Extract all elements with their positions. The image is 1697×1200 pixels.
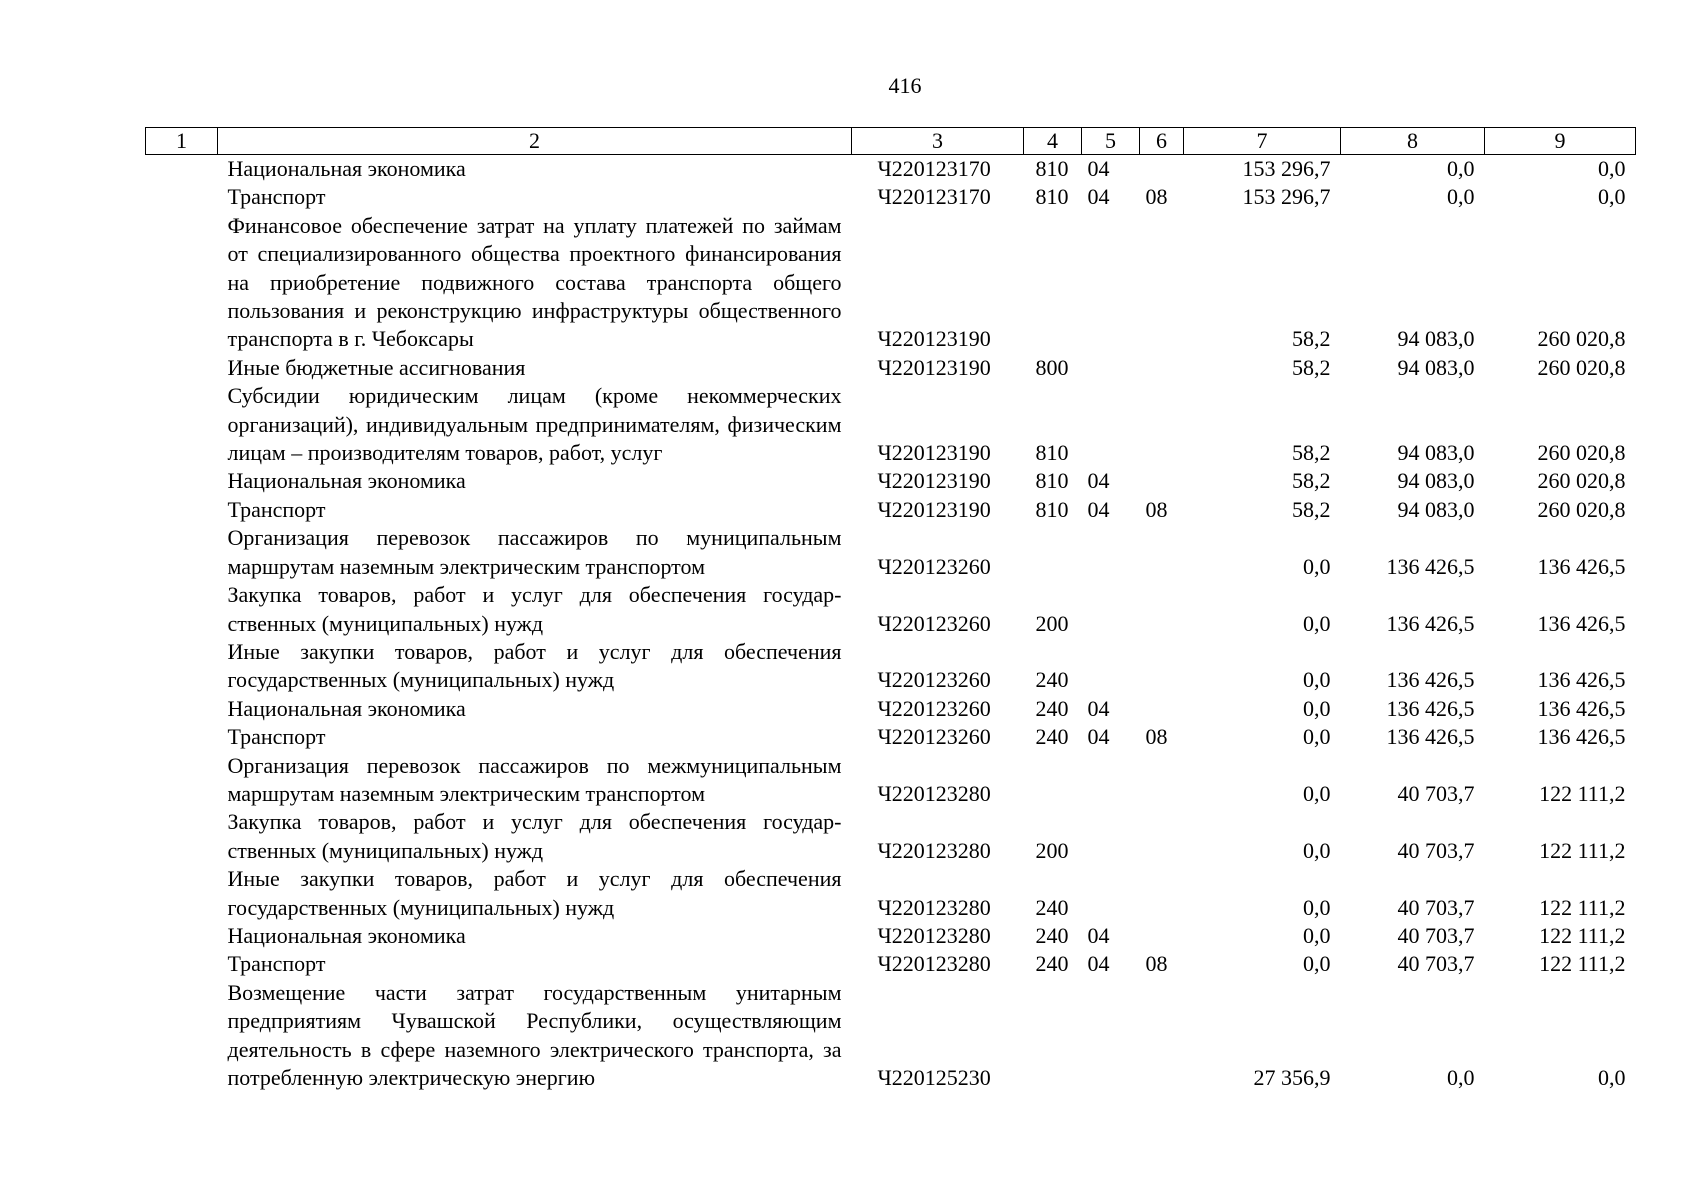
item-name: Национальная экономика bbox=[227, 156, 466, 181]
amount-col-9: 136 426,5 bbox=[1537, 695, 1626, 721]
header-row bbox=[146, 128, 1636, 155]
amount-col-9: 122 111,2 bbox=[1539, 894, 1626, 920]
item-name: Организация перевозок пассажиров по межмуниципальным маршрутам наземным электрическим транспортом bbox=[227, 752, 842, 806]
amount-col-9: 136 426,5 bbox=[1537, 553, 1626, 579]
amount-col-8: 136 426,5 bbox=[1386, 724, 1475, 750]
target-code: Ч220123190 bbox=[877, 354, 991, 380]
amount-col-8: 0,0 bbox=[1447, 1065, 1475, 1090]
amount-col-8: 94 083,0 bbox=[1397, 468, 1475, 494]
amount-col-9: 260 020,8 bbox=[1537, 354, 1626, 380]
subsection-code bbox=[1140, 695, 1184, 723]
amount-col-8: 94 083,0 bbox=[1397, 440, 1475, 466]
amount-col-7: 27 356,9 bbox=[1253, 1065, 1331, 1090]
index-cell bbox=[146, 354, 218, 382]
header-col-2: 2 bbox=[218, 128, 852, 155]
item-name: Иные бюджетные ассигнования bbox=[227, 354, 526, 380]
amount-col-7: 0,0 bbox=[1303, 695, 1331, 721]
header-col-6: 6 bbox=[1140, 128, 1184, 155]
target-code: Ч220123260 bbox=[877, 724, 991, 750]
expense-type: 810 bbox=[1035, 184, 1069, 210]
amount-col-9: 122 111,2 bbox=[1539, 837, 1626, 863]
target-code: Ч220123280 bbox=[877, 894, 991, 920]
header-col-9: 9 bbox=[1485, 128, 1636, 155]
expense-type bbox=[1024, 752, 1082, 809]
expense-type: 810 bbox=[1035, 468, 1069, 494]
index-cell bbox=[146, 695, 218, 723]
target-code: Ч220123190 bbox=[877, 326, 991, 352]
item-name: Транспорт bbox=[227, 496, 326, 522]
target-code: Ч220123260 bbox=[877, 610, 991, 636]
amount-col-9: 136 426,5 bbox=[1537, 724, 1626, 750]
table-row bbox=[146, 922, 1636, 950]
amount-col-9: 122 111,2 bbox=[1539, 922, 1626, 948]
index-cell bbox=[146, 638, 218, 695]
amount-col-9: 260 020,8 bbox=[1537, 440, 1626, 466]
table-row bbox=[146, 865, 1636, 922]
expense-type bbox=[1024, 979, 1082, 1093]
subsection-code bbox=[1140, 808, 1184, 865]
amount-col-8: 136 426,5 bbox=[1386, 553, 1475, 579]
index-cell bbox=[146, 979, 218, 1093]
subsection-code bbox=[1140, 212, 1184, 354]
subsection-code bbox=[1140, 581, 1184, 638]
subsection-code bbox=[1140, 524, 1184, 581]
expense-type: 240 bbox=[1035, 695, 1069, 721]
index-cell bbox=[146, 865, 218, 922]
item-name: Транспорт bbox=[227, 184, 326, 210]
index-cell bbox=[146, 496, 218, 524]
amount-col-8: 40 703,7 bbox=[1397, 922, 1475, 948]
index-cell bbox=[146, 723, 218, 751]
target-code: Ч220123170 bbox=[877, 184, 991, 210]
target-code: Ч220123190 bbox=[877, 496, 991, 522]
subsection-code: 08 bbox=[1145, 184, 1168, 210]
table-row bbox=[146, 155, 1636, 184]
section-code: 04 bbox=[1087, 496, 1110, 522]
table-row bbox=[146, 695, 1636, 723]
table-row bbox=[146, 950, 1636, 978]
expense-type: 240 bbox=[1035, 667, 1069, 693]
table-row bbox=[146, 723, 1636, 751]
table-row bbox=[146, 752, 1636, 809]
table-row bbox=[146, 382, 1636, 467]
subsection-code bbox=[1140, 382, 1184, 467]
item-name: Организация перевозок пассажиров по муниципальным маршрутам наземным электрическим транспортом bbox=[227, 525, 842, 579]
budget-table bbox=[145, 127, 1636, 1092]
amount-col-7: 153 296,7 bbox=[1242, 184, 1331, 210]
amount-col-7: 0,0 bbox=[1303, 610, 1331, 636]
index-cell bbox=[146, 950, 218, 978]
table-row bbox=[146, 354, 1636, 382]
index-cell bbox=[146, 382, 218, 467]
item-name: Национальная экономика bbox=[227, 922, 466, 948]
amount-col-7: 0,0 bbox=[1303, 922, 1331, 948]
section-code: 04 bbox=[1087, 156, 1110, 181]
section-code bbox=[1082, 979, 1140, 1093]
header-col-7: 7 bbox=[1184, 128, 1341, 155]
section-code bbox=[1082, 808, 1140, 865]
amount-col-7: 58,2 bbox=[1292, 468, 1331, 494]
index-cell bbox=[146, 183, 218, 211]
amount-col-7: 0,0 bbox=[1303, 837, 1331, 863]
amount-col-9: 122 111,2 bbox=[1539, 780, 1626, 806]
amount-col-7: 0,0 bbox=[1303, 553, 1331, 579]
amount-col-9: 0,0 bbox=[1598, 1065, 1626, 1090]
amount-col-9: 0,0 bbox=[1598, 156, 1626, 181]
target-code: Ч220123190 bbox=[877, 440, 991, 466]
expense-type: 240 bbox=[1035, 894, 1069, 920]
subsection-code bbox=[1140, 865, 1184, 922]
subsection-code bbox=[1140, 155, 1184, 184]
table-header bbox=[146, 128, 1636, 155]
item-name: Транспорт bbox=[227, 724, 326, 750]
amount-col-7: 0,0 bbox=[1303, 894, 1331, 920]
amount-col-8: 136 426,5 bbox=[1386, 667, 1475, 693]
section-code bbox=[1082, 382, 1140, 467]
target-code: Ч220123280 bbox=[877, 780, 991, 806]
index-cell bbox=[146, 922, 218, 950]
item-name: Закупка товаров, работ и услуг для обеспечения государственных (муниципальных) нужд bbox=[227, 809, 842, 863]
table-row bbox=[146, 979, 1636, 1093]
amount-col-7: 58,2 bbox=[1292, 440, 1331, 466]
table-row bbox=[146, 212, 1636, 354]
amount-col-9: 260 020,8 bbox=[1537, 468, 1626, 494]
index-cell bbox=[146, 467, 218, 495]
amount-col-8: 94 083,0 bbox=[1397, 496, 1475, 522]
table-row bbox=[146, 183, 1636, 211]
section-code bbox=[1082, 865, 1140, 922]
section-code: 04 bbox=[1087, 922, 1110, 948]
amount-col-9: 0,0 bbox=[1598, 184, 1626, 210]
page-number: 416 bbox=[888, 73, 922, 98]
subsection-code bbox=[1140, 467, 1184, 495]
section-code: 04 bbox=[1087, 951, 1110, 977]
amount-col-8: 40 703,7 bbox=[1397, 951, 1475, 977]
target-code: Ч220123260 bbox=[877, 695, 991, 721]
table-row bbox=[146, 581, 1636, 638]
table-body bbox=[146, 155, 1636, 1093]
item-name: Национальная экономика bbox=[227, 695, 466, 721]
item-name: Субсидии юридическим лицам (кроме некоммерческих организаций), индивидуальным предпринимателям, физическим лицам – производителям товаров, работ, услуг bbox=[227, 383, 842, 466]
expense-type: 240 bbox=[1035, 724, 1069, 750]
item-name: Закупка товаров, работ и услуг для обеспечения государственных (муниципальных) нужд bbox=[227, 582, 842, 636]
header-col-3: 3 bbox=[852, 128, 1024, 155]
amount-col-7: 58,2 bbox=[1292, 354, 1331, 380]
header-col-4: 4 bbox=[1024, 128, 1082, 155]
subsection-code bbox=[1140, 752, 1184, 809]
subsection-code: 08 bbox=[1145, 724, 1168, 750]
expense-type: 800 bbox=[1035, 354, 1069, 380]
target-code: Ч220123280 bbox=[877, 951, 991, 977]
item-name: Возмещение части затрат государственным унитарным предприятиям Чувашской Республики, осуществляющим деятельность в сфере наземного электрического транспорта, за потребленную электрическую энергию bbox=[227, 979, 842, 1090]
amount-col-8: 40 703,7 bbox=[1397, 837, 1475, 863]
header-col-5: 5 bbox=[1082, 128, 1140, 155]
target-code: Ч220125230 bbox=[877, 1065, 991, 1090]
amount-col-9: 260 020,8 bbox=[1537, 496, 1626, 522]
subsection-code bbox=[1140, 354, 1184, 382]
target-code: Ч220123280 bbox=[877, 922, 991, 948]
subsection-code: 08 bbox=[1145, 951, 1168, 977]
target-code: Ч220123190 bbox=[877, 468, 991, 494]
section-code: 04 bbox=[1087, 184, 1110, 210]
amount-col-8: 94 083,0 bbox=[1397, 354, 1475, 380]
target-code: Ч220123170 bbox=[877, 156, 991, 181]
section-code: 04 bbox=[1087, 724, 1110, 750]
amount-col-8: 94 083,0 bbox=[1397, 326, 1475, 352]
index-cell bbox=[146, 581, 218, 638]
amount-col-9: 136 426,5 bbox=[1537, 667, 1626, 693]
section-code bbox=[1082, 752, 1140, 809]
amount-col-8: 136 426,5 bbox=[1386, 695, 1475, 721]
target-code: Ч220123260 bbox=[877, 553, 991, 579]
section-code bbox=[1082, 638, 1140, 695]
index-cell bbox=[146, 524, 218, 581]
subsection-code: 08 bbox=[1145, 496, 1168, 522]
expense-type: 240 bbox=[1035, 922, 1069, 948]
target-code: Ч220123260 bbox=[877, 667, 991, 693]
subsection-code bbox=[1140, 922, 1184, 950]
amount-col-8: 40 703,7 bbox=[1397, 780, 1475, 806]
amount-col-7: 58,2 bbox=[1292, 326, 1331, 352]
amount-col-8: 136 426,5 bbox=[1386, 610, 1475, 636]
expense-type: 240 bbox=[1035, 951, 1069, 977]
amount-col-8: 40 703,7 bbox=[1397, 894, 1475, 920]
header-col-8: 8 bbox=[1341, 128, 1485, 155]
section-code: 04 bbox=[1087, 468, 1110, 494]
table-row bbox=[146, 638, 1636, 695]
table-row bbox=[146, 808, 1636, 865]
amount-col-9: 136 426,5 bbox=[1537, 610, 1626, 636]
index-cell bbox=[146, 752, 218, 809]
table-row bbox=[146, 496, 1636, 524]
section-code bbox=[1082, 524, 1140, 581]
section-code: 04 bbox=[1087, 695, 1110, 721]
item-name: Иные закупки товаров, работ и услуг для обеспечения государственных (муниципальных) нужд bbox=[227, 638, 842, 693]
amount-col-7: 58,2 bbox=[1292, 496, 1331, 522]
amount-col-7: 153 296,7 bbox=[1242, 156, 1331, 181]
item-name: Иные закупки товаров, работ и услуг для обеспечения государственных (муниципальных) нужд bbox=[227, 866, 842, 920]
item-name: Национальная экономика bbox=[227, 468, 466, 494]
amount-col-9: 260 020,8 bbox=[1537, 326, 1626, 352]
expense-type bbox=[1024, 212, 1082, 354]
section-code bbox=[1082, 581, 1140, 638]
subsection-code bbox=[1140, 979, 1184, 1093]
expense-type: 200 bbox=[1035, 837, 1069, 863]
amount-col-7: 0,0 bbox=[1303, 780, 1331, 806]
amount-col-9: 122 111,2 bbox=[1539, 951, 1626, 977]
target-code: Ч220123280 bbox=[877, 837, 991, 863]
amount-col-8: 0,0 bbox=[1447, 184, 1475, 210]
amount-col-7: 0,0 bbox=[1303, 724, 1331, 750]
index-cell bbox=[146, 808, 218, 865]
amount-col-7: 0,0 bbox=[1303, 951, 1331, 977]
amount-col-8: 0,0 bbox=[1447, 156, 1475, 181]
table-row bbox=[146, 467, 1636, 495]
expense-type: 810 bbox=[1035, 440, 1069, 466]
table-row bbox=[146, 524, 1636, 581]
section-code bbox=[1082, 212, 1140, 354]
header-col-1: 1 bbox=[146, 128, 218, 155]
expense-type bbox=[1024, 524, 1082, 581]
index-cell bbox=[146, 212, 218, 354]
item-name: Транспорт bbox=[227, 951, 326, 977]
section-code bbox=[1082, 354, 1140, 382]
subsection-code bbox=[1140, 638, 1184, 695]
expense-type: 810 bbox=[1035, 496, 1069, 522]
expense-type: 200 bbox=[1035, 610, 1069, 636]
expense-type: 810 bbox=[1035, 156, 1069, 181]
item-name: Финансовое обеспечение затрат на уплату платежей по займам от специализированного общества проектного финансирования на приобретение подвижного состава транспорта общего пользования и реконструкцию инфраструктуры общественного транспорта в г. Чебоксары bbox=[227, 212, 842, 352]
index-cell bbox=[146, 155, 218, 184]
amount-col-7: 0,0 bbox=[1303, 667, 1331, 693]
